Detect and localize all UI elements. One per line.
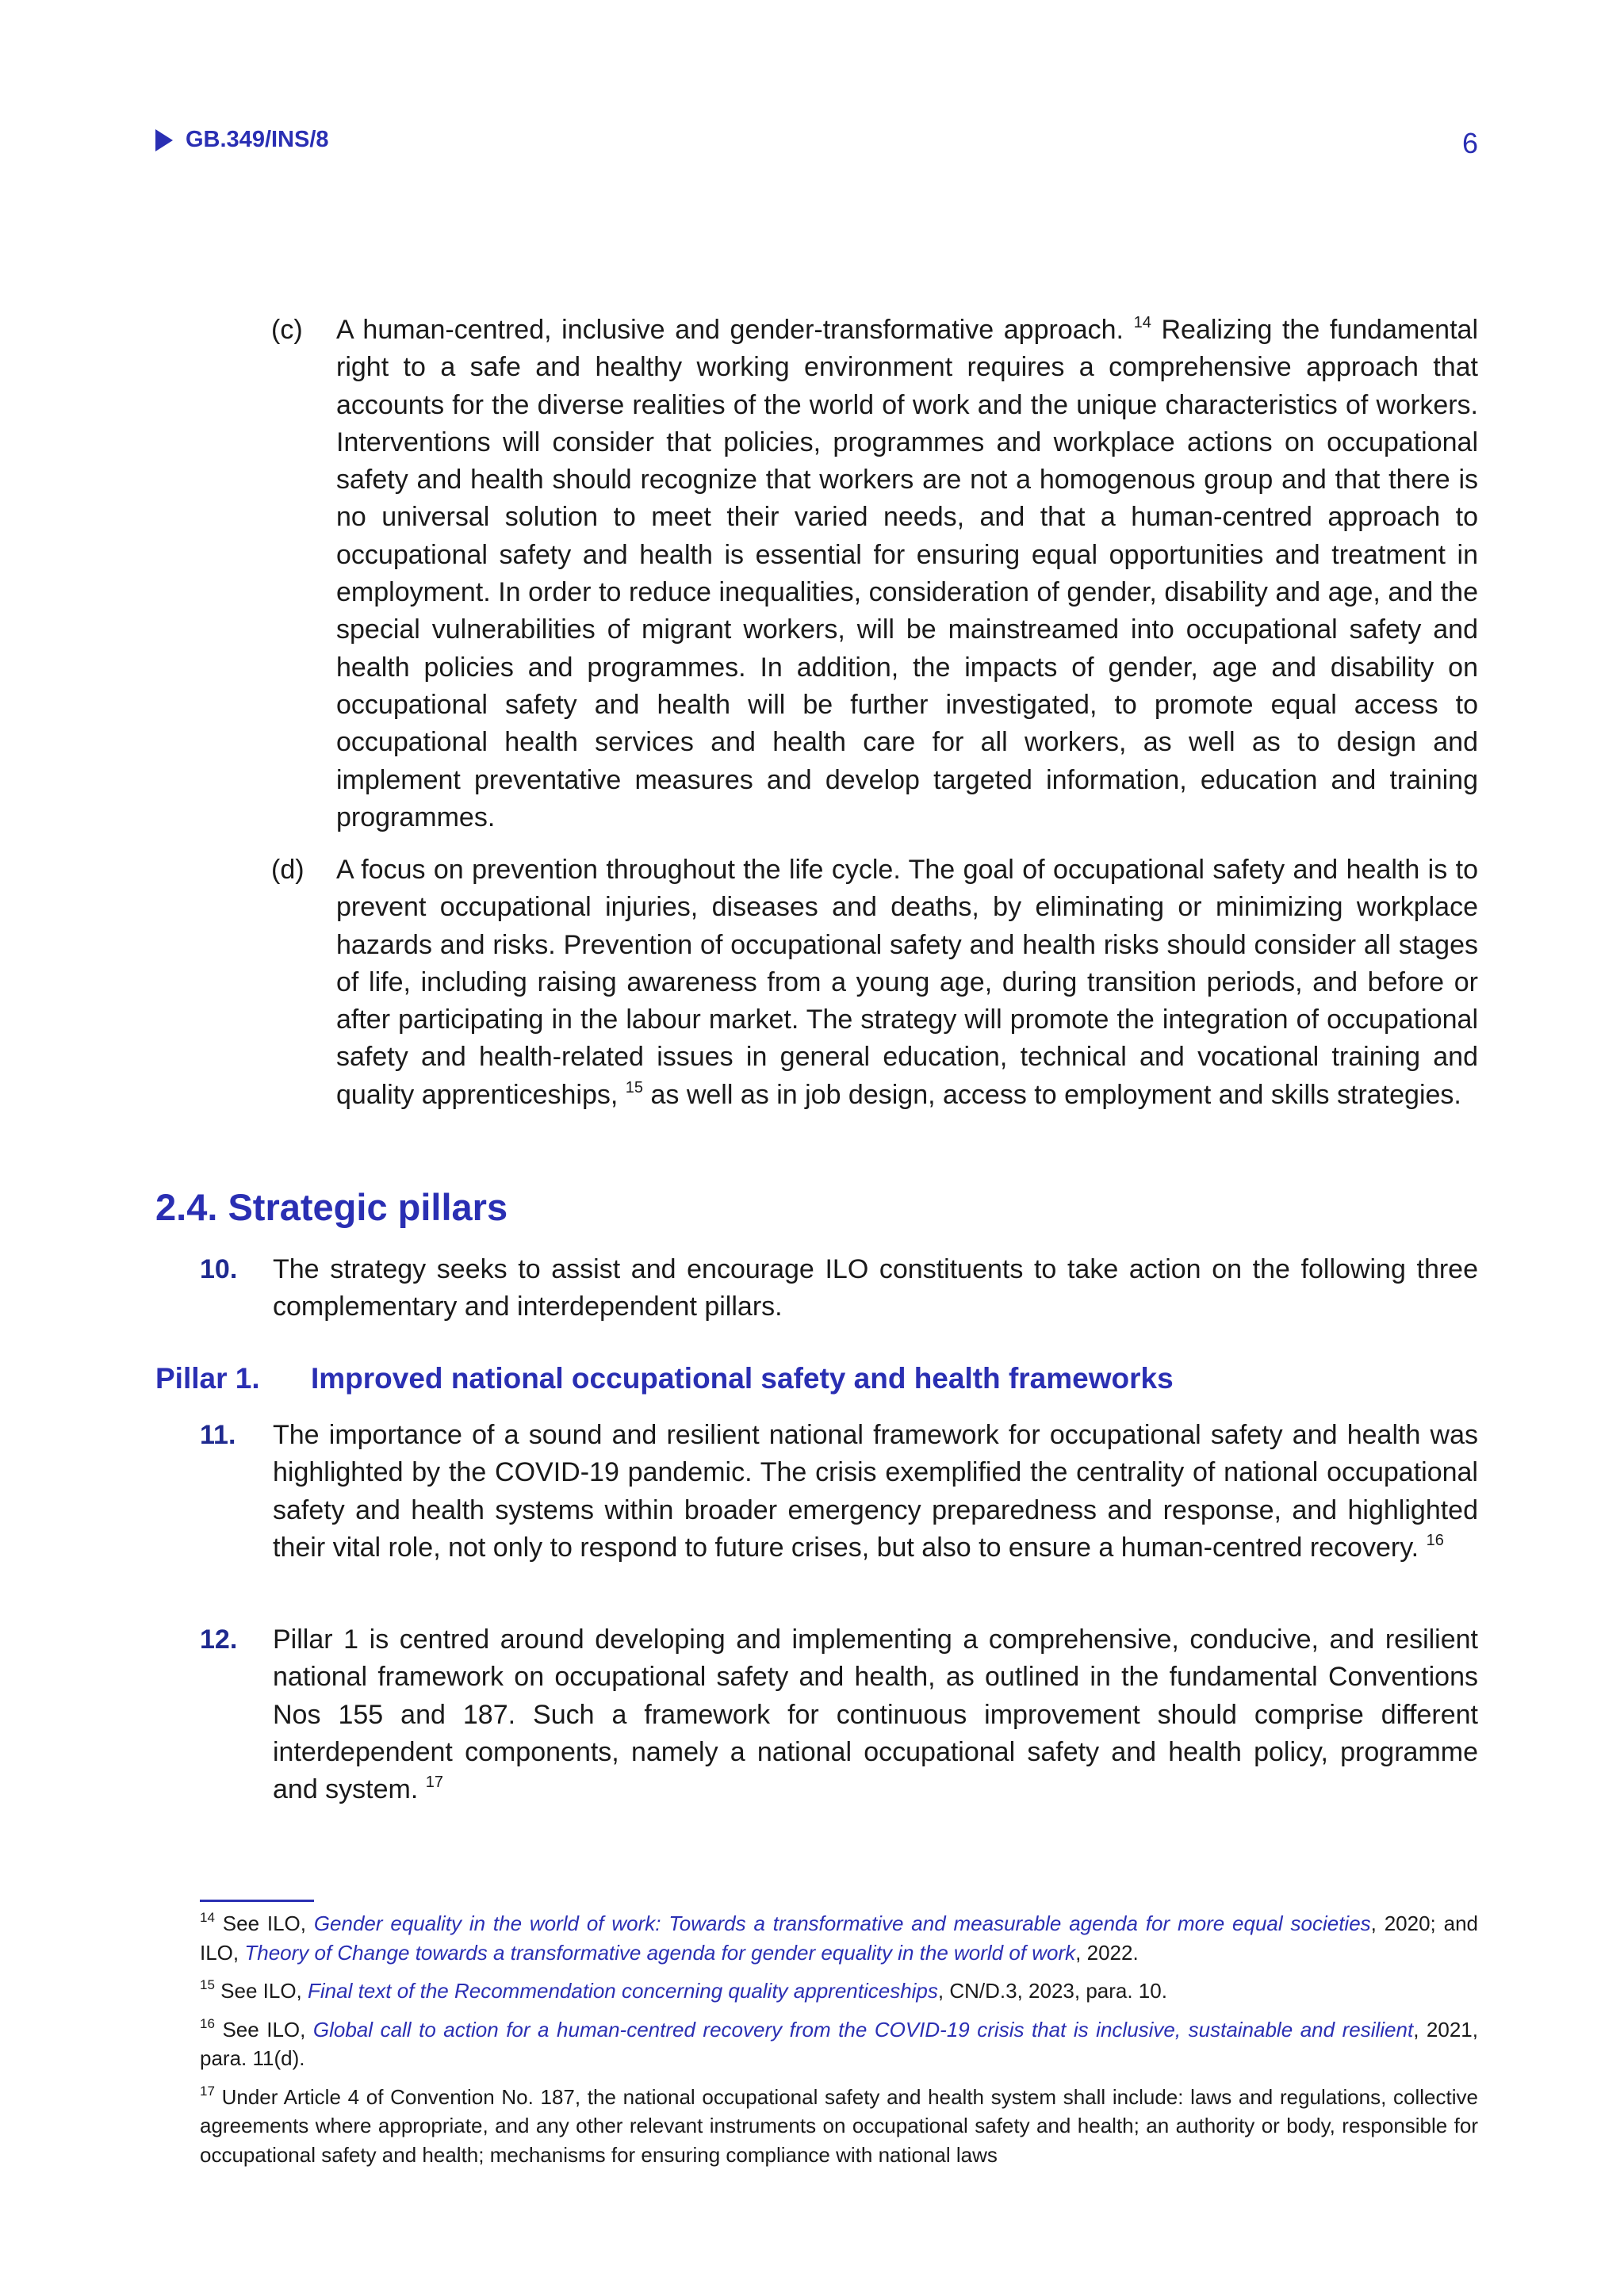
footnotes: [200, 1909, 1478, 2179]
footnote-number: 16: [200, 2015, 215, 2031]
paragraph-number: 11.: [200, 1420, 236, 1450]
section-heading: 2.4. Strategic pillars: [155, 1186, 508, 1228]
list-item-label: (c): [271, 315, 303, 345]
footnote-prefix: See ILO,: [220, 1979, 308, 2003]
paragraph-text: [273, 1417, 1478, 1567]
paragraph-10: [200, 1251, 1478, 1326]
pillar-heading: [155, 1362, 1174, 1395]
paragraph-number: 12.: [200, 1624, 238, 1655]
footnote-prefix: See ILO,: [222, 2017, 313, 2042]
pillar-label: Pillar 1.: [155, 1362, 260, 1395]
list-item-text: [336, 851, 1478, 1114]
footnote-number: 15: [200, 1977, 215, 1992]
page-header: [155, 127, 1478, 162]
citation-link[interactable]: Final text of the Recommendation concerning quality apprenticeships: [308, 1979, 938, 2003]
paragraph-text: The strategy seeks to assist and encourage ILO constituents to take action on the following three complementary and interdependent pillars.: [273, 1254, 1478, 1322]
list-item-d: [271, 851, 1478, 1114]
triangle-marker-icon: [155, 129, 173, 151]
footnote-number: 14: [200, 1910, 215, 1925]
list-item-text-start: A human-centred, inclusive and gender-transformative approach.: [336, 315, 1124, 345]
footnote-divider: [200, 1900, 314, 1902]
footnote-ref-16[interactable]: 16: [1426, 1531, 1444, 1549]
footnote-text: Under Article 4 of Convention No. 187, the national occupational safety and health system shall include: laws and regulations, collective agreements where appropriate, and any other relevant instruments on occupational safety and health; an authority or body, responsible for occupational safety and health; mechanisms for ensuring compliance with national laws: [200, 2084, 1478, 2167]
footnote-16: [200, 2015, 1478, 2073]
footnote-suffix: , 2021, para. 11(d).: [200, 2017, 1478, 2070]
paragraph-text: [273, 1621, 1478, 1808]
citation-link[interactable]: Gender equality in the world of work: Towards a transformative and measurable agenda for more equal societies: [313, 1911, 1371, 1935]
footnote-15: [200, 1976, 1478, 2006]
paragraph-12: [200, 1621, 1478, 1808]
footnote-suffix: , CN/D.3, 2023, para. 10.: [937, 1979, 1167, 2003]
paragraph-11: [200, 1417, 1478, 1567]
footnote-14: [200, 1909, 1478, 1967]
paragraph-body: Pillar 1 is centred around developing and implementing a comprehensive, conducive, and resilient national framework on occupational safety and health, as outlined in the fundamental Conventions Nos 155 and 187. Such a framework for continuous improvement should comprise different interdependent components, namely a national occupational safety and health policy, programme and system.: [273, 1624, 1478, 1805]
citation-link[interactable]: Global call to action for a human-centred recovery from the COVID-19 crisis that is inclusive, sustainable and resilient: [312, 2017, 1414, 2042]
footnote-mid: , 2020; and ILO,: [200, 1911, 1478, 1965]
footnote-prefix: See ILO,: [222, 1911, 314, 1935]
list-item-text: [336, 312, 1478, 836]
list-item-c: [271, 312, 1478, 836]
document-reference: [155, 127, 329, 153]
footnote-17: [200, 2083, 1478, 2170]
list-item-text-start: A focus on prevention throughout the life cycle. The goal of occupational safety and health is to prevent occupational injuries, diseases and deaths, by eliminating or minimizing workplace hazards and risks. Prevention of occupational safety and health risks should consider all stages of life, including raising awareness from a young age, during transition periods, and before or after participating in the labour market. The strategy will promote the integration of occupational safety and health-related issues in general education, technical and vocational training and quality apprenticeships,: [336, 855, 1478, 1110]
paragraph-number: 10.: [200, 1254, 238, 1284]
paragraph-body: The importance of a sound and resilient national framework for occupational safety and health was highlighted by the COVID-19 pandemic. The crisis exemplified the centrality of national occupational safety and health systems within broader emergency preparedness and response, and highlighted their vital role, not only to respond to future crises, but also to ensure a human-centred recovery.: [273, 1420, 1478, 1563]
footnote-number: 17: [200, 2083, 215, 2099]
pillar-title: Improved national occupational safety and health frameworks: [311, 1362, 1174, 1395]
page-number: 6: [1461, 127, 1478, 159]
footnote-suffix: , 2022.: [1075, 1940, 1139, 1965]
list-item-text-end: Realizing the fundamental right to a safe and healthy working environment requires a comprehensive approach that accounts for the diverse realities of the world of work and the unique characteristics of workers. Interventions will consider that policies, programmes and workplace actions on occupational safety and health should recognize that workers are not a homogenous group and that there is no universal solution to meet their varied needs, and that a human-centred approach to occupational safety and health is essential for ensuring equal opportunities and treatment in employment. In order to reduce inequalities, consideration of gender, disability and age, and the special vulnerabilities of migrant workers, will be mainstreamed into occupational safety and health policies and programmes. In addition, the impacts of gender, age and disability on occupational safety and health will be further investigated, to promote equal access to occupational health services and health care for all workers, as well as to design and implement preventative measures and develop targeted information, education and training programmes.: [336, 315, 1478, 832]
footnote-ref-14[interactable]: 14: [1133, 314, 1151, 331]
footnote-ref-17[interactable]: 17: [425, 1774, 444, 1792]
list-item-label: (d): [271, 855, 304, 885]
citation-link[interactable]: Theory of Change towards a transformative agenda for gender equality in the world of work: [244, 1940, 1076, 1965]
list-item-text-end: as well as in job design, access to employment and skills strategies.: [643, 1079, 1461, 1110]
document-reference-text: GB.349/INS/8: [186, 127, 329, 152]
footnote-ref-15[interactable]: 15: [625, 1078, 644, 1096]
